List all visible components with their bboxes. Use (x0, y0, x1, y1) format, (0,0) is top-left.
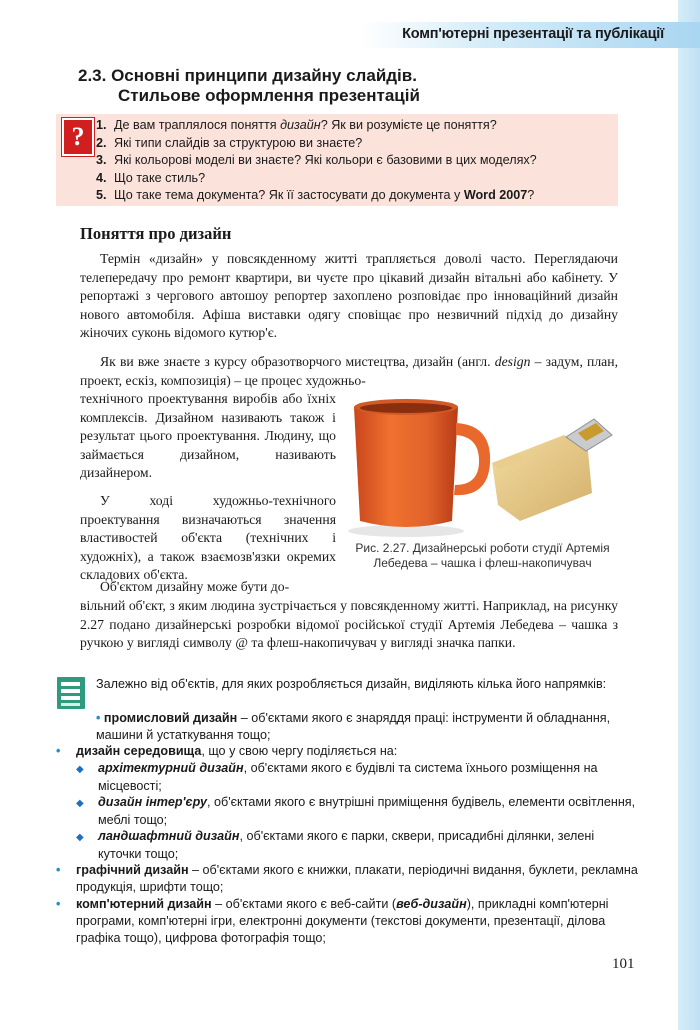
section-title (78, 66, 420, 106)
paragraph-4-head: Об'єктом дизайну може бути до- (100, 579, 290, 594)
list-item-environment: • дизайн середовища, що у свою чергу поділяється на: (56, 743, 618, 760)
paragraph-1: Термін «дизайн» у повсякденному житті трапляється доволі часто. Переглядаючи телепередачу про ремонт квартири, ви чуєте про цікавий дизайн вітальні або кабінету. У репортажі з чергового автошоу репортер захоплено розповідає про інноваційний дизайн нового автомобіля. Афіша виставки одягу сповіщає про незвичний підхід до дизайну жіночих суконь відомого кутюр'є. (80, 251, 618, 341)
figure-image (342, 393, 620, 538)
questions-list (96, 117, 537, 205)
diamond-bullet-icon: ◆ (76, 764, 84, 775)
list-subitem-architecture: ◆ архітектурний дизайн, об'єктами якого є будівлі та система їхнього розміщення на місцевості; (76, 761, 598, 794)
book-icon (56, 676, 86, 710)
flash-drive-folder (492, 435, 592, 521)
list-subitem-interior: ◆ дизайн інтер'єру, об'єктами якого є внутрішні приміщення будівель, елементи освітлення, меблі тощо; (76, 795, 636, 828)
question-item: 5. Що таке тема документа? Як її застосувати до документа у Word 2007? (96, 188, 535, 202)
list-item-industrial: • промисловий дизайн – об'єктами якого є знаряддя праці: інструменти й обладнання, машини й устаткування тощо; (96, 711, 611, 743)
page-number: 101 (612, 956, 635, 972)
list-item-graphic: • графічний дизайн – об'єктами якого є книжки, плакати, періодичні видання, буклети, рекламна продукція, шрифти тощо; (56, 863, 638, 895)
mug-handle-hole (464, 439, 476, 479)
list-intro: Залежно від об'єктів, для яких розробляється дизайн, виділяють кілька його напрямків: (96, 677, 607, 691)
question-item: 2. Які типи слайдів за структурою ви знаєте? (96, 135, 363, 150)
bullet-icon: • (56, 744, 61, 758)
list-item-computer: • комп'ютерний дизайн – об'єктами якого є веб-сайти (веб-дизайн), прикладні комп'ютерні програми, комп'ютерні ігри, електронні документи (текстові документи, презентації, ділова графіка тощо), цифрова фотографія тощо; (56, 897, 609, 946)
question-item: 3. Які кольорові моделі ви знаєте? Які кольори є базовими в цих моделях? (96, 153, 537, 167)
section-title-line1: 2.3. Основні принципи дизайну слайдів. (78, 66, 417, 85)
question-item: 1. Де вам траплялося поняття дизайн? Як ви розумієте це поняття? (96, 118, 497, 132)
bullet-icon: • (96, 711, 101, 725)
bullet-icon: • (56, 863, 61, 877)
question-item: 4. Що таке стиль? (96, 170, 206, 185)
bullet-icon: • (56, 897, 61, 911)
mug-and-flash-drive-illustration (342, 393, 620, 538)
figure-caption: Рис. 2.27. Дизайнерські роботи студії Артемія Лебедева – чашка і флеш-накопичувач (355, 541, 610, 570)
diamond-bullet-icon: ◆ (76, 798, 84, 809)
paragraph-3: У ході художньо-технічного проектування визначаються значення властивостей об'єкта (технічних і художніх), а також взаємозв'язки окремих складових об'єкта. (80, 493, 336, 583)
diamond-bullet-icon: ◆ (76, 832, 84, 843)
page-edge-band (678, 0, 700, 1030)
paragraph-2-head: Як ви вже знаєте з курсу образотворчого мистецтва, дизайн (англ. design – задум, план, проект, ескіз, композиція) – це процес художньо- (80, 354, 619, 388)
section-title-line2: Стильове оформлення презентацій (118, 86, 420, 105)
running-header: Комп'ютерні презентації та публікації (402, 26, 664, 42)
paragraph-4-body: вільний об'єкт, з яким людина зустрічається у повсякденному житті. Наприклад, на рисунку 2.27 подано дизайнерські розробки відомої російської студії Артемія Лебедева – чашка з ручкою у вигляді символу @ та флеш-накопичувач у вигляді значка папки. (80, 598, 618, 651)
mug-body (354, 403, 458, 527)
paragraph-2-body: технічного проектування виробів або їхніх комплексів. Дизайном називають також і результат цього проектування. Людину, що займається дизайном, називають дизайнером. (80, 391, 336, 481)
mug-inner (360, 403, 452, 413)
question-icon: ? (62, 118, 94, 156)
subsection-title: Поняття про дизайн (80, 224, 232, 243)
list-subitem-landscape: ◆ ландшафтний дизайн, об'єктами якого є парки, сквери, присадибні ділянки, зелені куточки тощо; (76, 829, 595, 862)
